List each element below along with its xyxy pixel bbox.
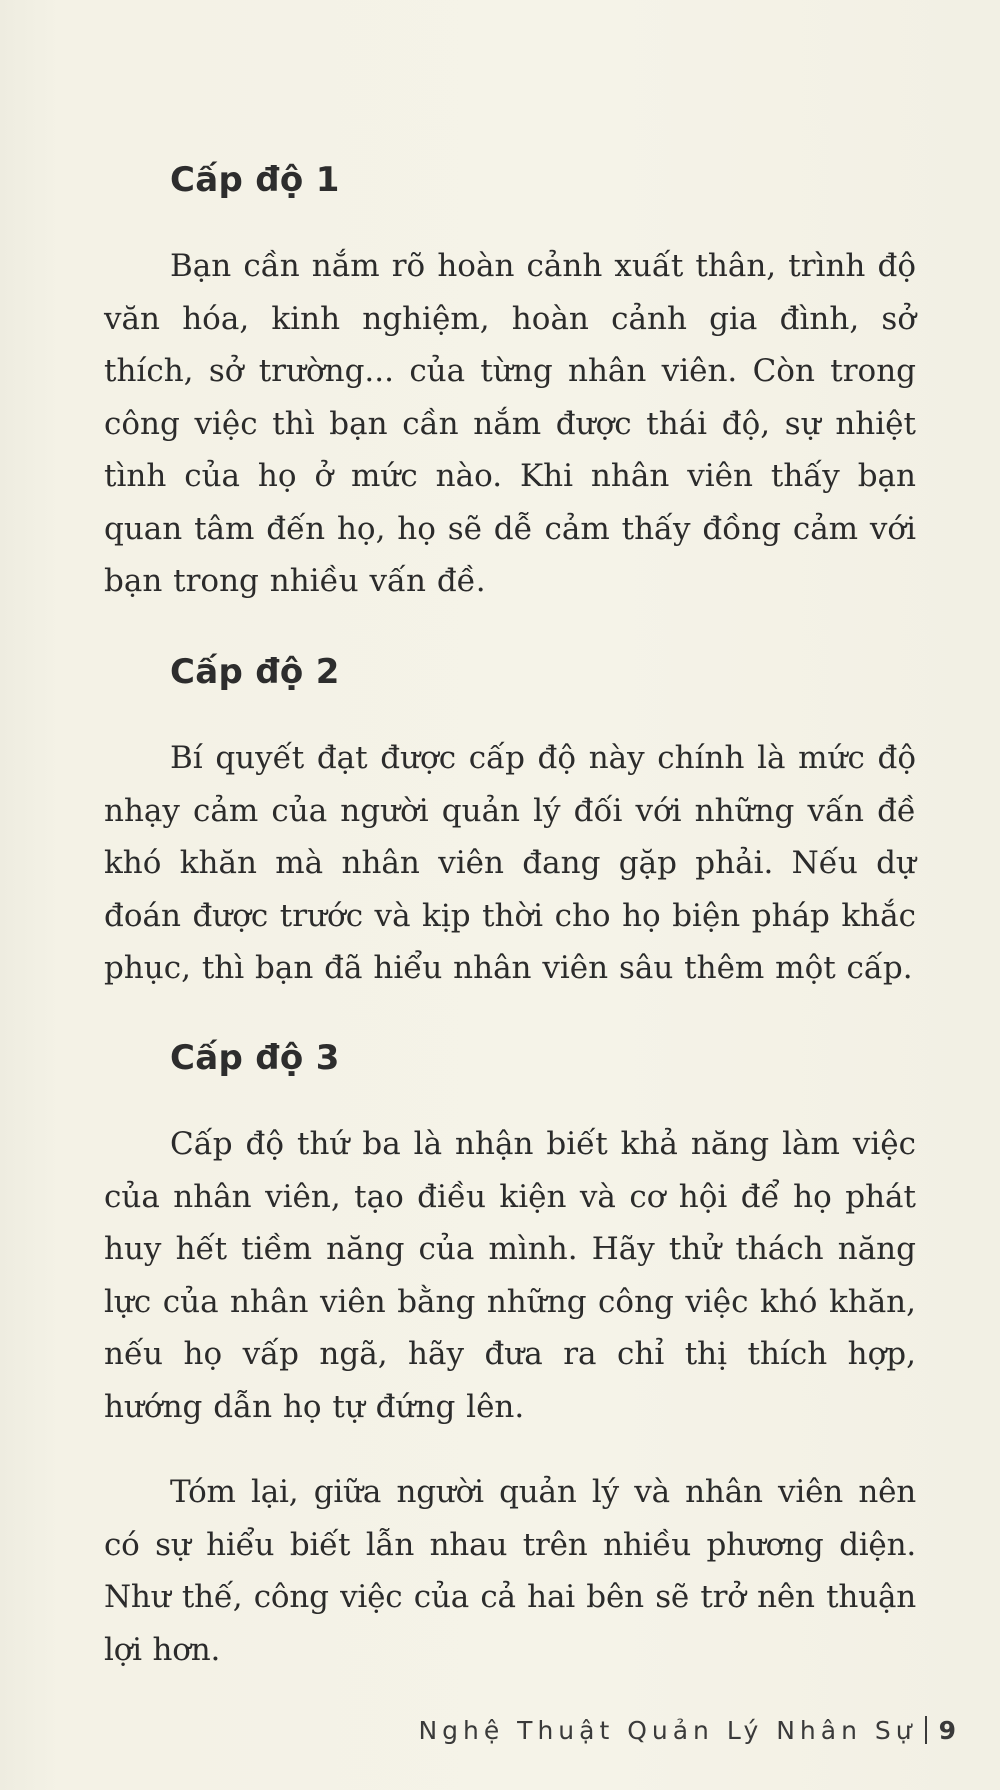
running-footer (418, 1716, 956, 1745)
section-3-heading: Cấp độ 3 (170, 1038, 340, 1078)
conclusion-paragraph: Tóm lại, giữa người quản lý và nhân viên nên có sự hiểu biết lẫn nhau trên nhiều phương diện. Như thế, công việc của cả hai bên sẽ trở nên thuận lợi hơn. (104, 1474, 916, 1668)
section-1-heading: Cấp độ 1 (170, 160, 340, 200)
section-1-body: Bạn cần nắm rõ hoàn cảnh xuất thân, trình độ văn hóa, kinh nghiệm, hoàn cảnh gia đình, sở thích, sở trường... của từng nhân viên. Còn trong công việc thì bạn cần nắm được thái độ, sự nhiệt tình của họ ở mức nào. Khi nhân viên thấy bạn quan tâm đến họ, họ sẽ dễ cảm thấy đồng cảm với bạn trong nhiều vấn đề. (104, 248, 916, 599)
footer-book-title: Nghệ Thuật Quản Lý Nhân Sự (418, 1716, 917, 1745)
footer-separator (925, 1716, 927, 1744)
section-3-body: Cấp độ thứ ba là nhận biết khả năng làm việc của nhân viên, tạo điều kiện và cơ hội để họ phát huy hết tiềm năng của mình. Hãy thử thách năng lực của nhân viên bằng những công việc khó khăn, nếu họ vấp ngã, hãy đưa ra chỉ thị thích hợp, hướng dẫn họ tự đứng lên. (104, 1126, 916, 1425)
section-2-body: Bí quyết đạt được cấp độ này chính là mức độ nhạy cảm của người quản lý đối với những vấn đề khó khăn mà nhân viên đang gặp phải. Nếu dự đoán được trước và kịp thời cho họ biện pháp khắc phục, thì bạn đã hiểu nhân viên sâu thêm một cấp. (104, 740, 916, 986)
section-2-heading: Cấp độ 2 (170, 652, 340, 692)
page-number: 9 (938, 1716, 956, 1745)
